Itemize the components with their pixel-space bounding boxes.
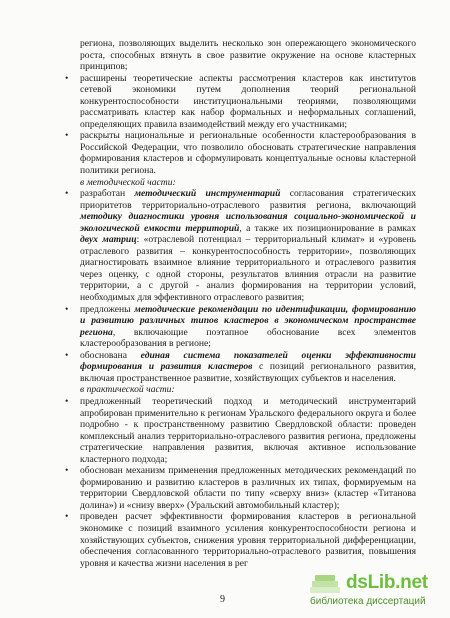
methodical-heading: в методической части:: [80, 176, 176, 188]
practical-bullet-3: [60, 511, 416, 569]
mb1-text-1: разработан: [80, 188, 135, 200]
mb3-emphasis-1: единая система показателей оценки эффективности формирования и развития кластеров: [80, 349, 416, 373]
watermark: [300, 572, 450, 618]
book-stack-icon: [304, 572, 344, 596]
mb1-emphasis-1: методический инструментарий: [134, 188, 281, 200]
practical-bullet-2: [60, 465, 416, 511]
watermark-logo: dsLib.net: [346, 572, 428, 593]
bullet-dot-icon: •: [65, 465, 69, 477]
bullet-dot-icon: •: [65, 511, 69, 523]
practical-bullet-3-text: проведен расчет эффективности формирования кластеров в региональной экономике с позиций взаимного усиления конкурентоспособности региона и хозяйствующих субъектов, снижения уровня территориальной дифференциации, обеспечения согласованного территориально-отраслевого развития, повышения уровня и качества жизни населения в рег: [80, 511, 416, 569]
mb3-text-2: с позиций регионального развития, включая пространственное развитие, хозяйствующих субъектов и населения.: [80, 361, 416, 384]
mb3-text-1: обоснована: [80, 349, 141, 361]
mb2-text-2: , включающие поэтапное обоснование всех элементов кластерообразования в регионе;: [80, 326, 416, 350]
methodical-bullet-3: [60, 350, 416, 385]
bullet-dot-icon: •: [65, 395, 69, 407]
page-body: [60, 38, 416, 569]
mb1-emphasis-2: методику диагностики уровня использования социально-экономической и экологической емкости территорий: [80, 211, 416, 234]
theory-bullet-1: [60, 73, 416, 131]
mb1-text-2: согласования стратегических приоритетов территориально-отраслевого развития региона, включающий: [80, 188, 416, 211]
practical-bullet-1-text: предложенный теоретический подход и методический инструментарий апробирован применительно к регионам Уральского федерального округа и более подробно - к пространственному развитию Свердловской области: проведен комплексный анализ территориально-отраслевого развития региона, предложены стратегические направления развития, включая активное использование кластерного подхода;: [80, 395, 416, 465]
intro-continuation: региона, позволяющих выделить несколько зон опережающего экономического роста, способных втянуть в свое развитие окружение на основе кластерных принципов;: [80, 38, 416, 73]
bullet-dot-icon: •: [65, 72, 69, 84]
mb1-emphasis-3: двух матриц: [80, 234, 137, 246]
methodical-bullet-1: [60, 188, 416, 303]
practical-bullet-2-text: обоснован механизм применения предложенных методических рекомендаций по формированию и развитию кластеров в различных их типах, формируемым на территории Свердловской области по типу «сверху вниз» (кластер «Титанова долина») и «снизу вверх» (Уральский автомобильный кластер);: [80, 465, 416, 511]
practical-heading: в практической части:: [80, 384, 175, 396]
mb2-emphasis-1: методические рекомендации по идентификации, формированию и развитию различных типов кластеров в экономическом пространстве региона: [80, 303, 416, 338]
page-number: 9: [220, 594, 225, 605]
mb1-text-3: , а также их позиционирование в рамках: [239, 222, 416, 234]
practical-bullet-1: [60, 396, 416, 465]
bullet-dot-icon: •: [65, 188, 69, 200]
bullet-dot-icon: •: [65, 130, 69, 142]
theory-bullet-2: [60, 130, 416, 176]
methodical-bullet-2: [60, 304, 416, 350]
theory-bullet-2-text: раскрыты национальные и региональные особенности кластерообразования в Российской Федерации, что позволило обосновать стратегические направления формирования кластеров и сформулировать концептуальные основы кластерной политики региона.: [80, 130, 416, 177]
bullet-dot-icon: •: [65, 349, 69, 361]
bullet-dot-icon: •: [65, 303, 69, 315]
mb2-text-1: предложены: [80, 303, 135, 315]
mb1-text-4: : «отраслевой потенциал – территориальный климат» и «уровень отраслевого развития – конкурентоспособность территории», позволяющих диагностировать взаимное влияние территориального и отраслевого развития через оценку, с одной стороны, результатов влияния отрасли на развитие территории, а с другой - анализ формирования на территории условий, необходимых для эффективного отраслевого развития;: [80, 234, 416, 304]
watermark-subtitle: библиотека диссертаций: [310, 596, 426, 607]
theory-bullet-1-text: расширены теоретические аспекты рассмотрения кластеров как институтов сетевой экономики путем дополнения теорий региональной конкурентоспособности институциональными теориями, позволяющими рассматривать кластер как набор формальных и неформальных соглашений, определяющих правила взаимодействий между его участниками;: [80, 72, 416, 130]
